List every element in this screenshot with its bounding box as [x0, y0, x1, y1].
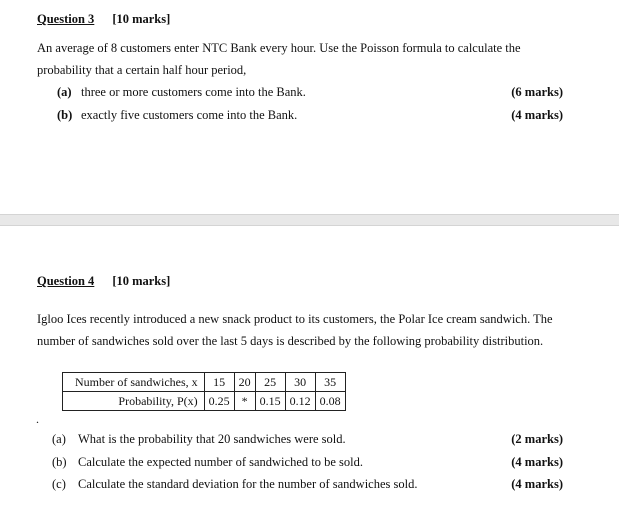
question-4-heading — [37, 274, 170, 289]
question-4-part-a — [52, 432, 346, 447]
question-3-part-b-marks: (4 marks) — [511, 108, 563, 122]
question-3-part-b — [57, 108, 297, 123]
question-3-marks: [10 marks] — [112, 12, 171, 26]
part-text: Calculate the standard deviation for the number of sandwiches sold. — [78, 477, 418, 491]
page-2 — [0, 226, 619, 505]
table-cell: * — [234, 392, 255, 411]
question-4-part-a-marks: (2 marks) — [511, 432, 563, 446]
question-3-heading — [37, 12, 170, 27]
question-4-title: Question 4 — [37, 274, 95, 288]
part-label: (a) — [52, 432, 66, 446]
probability-distribution-table — [62, 372, 346, 411]
part-text: exactly five customers come into the Bank. — [81, 108, 298, 122]
question-4-text-line-2: number of sandwiches sold over the last 5 days is described by the following probability distribution. — [37, 334, 544, 348]
table-cell: 35 — [315, 373, 345, 392]
part-text: three or more customers come into the Bank. — [81, 85, 306, 99]
question-4-marks: [10 marks] — [112, 274, 171, 288]
question-3-text — [37, 37, 582, 81]
table-cell: 0.15 — [255, 392, 285, 411]
table-cell: 0.08 — [315, 392, 345, 411]
part-label: (b) — [57, 108, 73, 122]
question-3-title: Question 3 — [37, 12, 95, 26]
table-cell: 0.25 — [204, 392, 234, 411]
part-text: Calculate the expected number of sandwiched to be sold. — [78, 455, 363, 469]
part-label: (b) — [52, 455, 67, 469]
question-4-text-line-1: Igloo Ices recently introduced a new snack product to its customers, the Polar Ice cream sandwich. The — [37, 312, 553, 326]
table-cell: 25 — [255, 373, 285, 392]
question-3-text-line-1: An average of 8 customers enter NTC Bank every hour. Use the Poisson formula to calculate the — [37, 41, 521, 55]
part-label: (a) — [57, 85, 72, 99]
row-header-x: Number of sandwiches, x — [63, 373, 205, 392]
stray-mark: . — [36, 412, 39, 426]
question-3-part-a-marks: (6 marks) — [511, 85, 563, 99]
part-text: What is the probability that 20 sandwiches were sold. — [78, 432, 346, 446]
question-4-part-c-marks: (4 marks) — [511, 477, 563, 491]
question-3-part-a — [57, 85, 306, 100]
question-3-text-line-2: probability that a certain half hour period, — [37, 63, 247, 77]
page-1 — [0, 0, 619, 214]
question-4-part-b-marks: (4 marks) — [511, 455, 563, 469]
question-4-text — [37, 308, 582, 352]
row-header-px: Probability, P(x) — [63, 392, 205, 411]
table-cell: 0.12 — [285, 392, 315, 411]
part-label: (c) — [52, 477, 66, 491]
page-break — [0, 214, 619, 226]
table-cell: 30 — [285, 373, 315, 392]
table-cell: 15 — [204, 373, 234, 392]
table-row — [63, 392, 346, 411]
question-4-part-c — [52, 477, 417, 492]
table-row — [63, 373, 346, 392]
table-cell: 20 — [234, 373, 255, 392]
question-4-part-b — [52, 455, 363, 470]
